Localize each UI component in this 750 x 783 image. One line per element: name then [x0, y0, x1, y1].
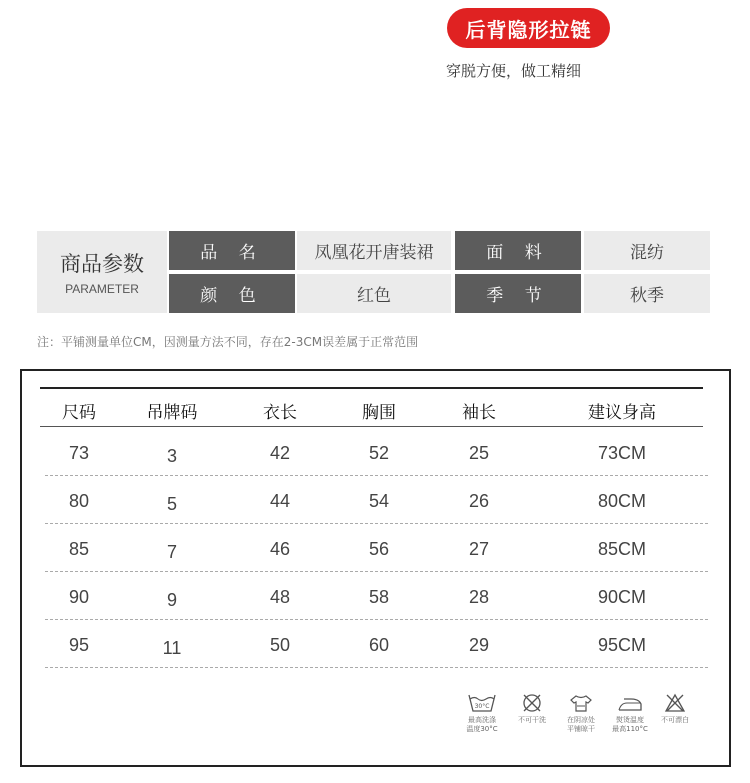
row-divider [45, 619, 708, 620]
no-bleach-icon [663, 692, 687, 714]
table-top-rule [40, 387, 703, 389]
table-cell: 28 [468, 587, 490, 607]
param-key-name: 品 名 [169, 231, 295, 270]
table-cell: 50 [269, 635, 291, 655]
table-cell: 95 [68, 635, 90, 655]
table-cell: 73CM [597, 443, 646, 463]
header-sleeve: 袖长 [462, 403, 496, 423]
table-cell: 7 [166, 542, 177, 562]
table-cell: 80CM [597, 491, 646, 511]
table-cell: 44 [269, 491, 291, 511]
table-cell: 85 [68, 539, 90, 559]
param-value-season: 秋季 [584, 274, 710, 313]
care-wash [458, 692, 506, 734]
table-cell: 90CM [597, 587, 646, 607]
table-cell: 58 [368, 587, 390, 607]
table-header-rule [40, 426, 703, 427]
table-cell: 80 [68, 491, 90, 511]
header-length: 衣长 [263, 403, 297, 423]
table-cell: 46 [269, 539, 291, 559]
table-cell: 26 [468, 491, 490, 511]
table-cell: 29 [468, 635, 490, 655]
header-chest: 胸围 [362, 403, 396, 423]
care-iron [606, 692, 654, 734]
row-divider [45, 667, 708, 668]
table-cell: 42 [269, 443, 291, 463]
measurement-note: 注：平铺测量单位CM，因测量方法不同，存在2-3CM误差属于正常范围 [37, 335, 419, 349]
row-divider [45, 523, 708, 524]
table-cell: 60 [368, 635, 390, 655]
param-key-fabric: 面 料 [455, 231, 581, 270]
parameter-heading [37, 231, 167, 313]
table-cell: 48 [269, 587, 291, 607]
table-cell: 90 [68, 587, 90, 607]
param-value-color: 红色 [297, 274, 451, 313]
care-flat-dry-label: 在阴凉处 平铺晾干 [567, 716, 595, 733]
feature-subtitle: 穿脱方便，做工精细 [446, 62, 582, 80]
flat-dry-shade-icon [568, 692, 594, 714]
parameter-title-en: PARAMETER [65, 282, 139, 296]
table-cell: 11 [162, 638, 182, 658]
table-cell: 56 [368, 539, 390, 559]
care-no-dry-clean [508, 692, 556, 725]
parameter-title-cn: 商品参数 [60, 252, 144, 276]
care-flat-dry [557, 692, 605, 734]
table-cell: 27 [468, 539, 490, 559]
header-tag-size: 吊牌码 [146, 403, 198, 423]
row-divider [45, 571, 708, 572]
care-wash-label: 最高洗涤 温度30°C [466, 716, 498, 733]
care-no-dry-clean-label: 不可干洗 [518, 716, 546, 724]
table-cell: 5 [166, 494, 177, 514]
table-cell: 25 [468, 443, 490, 463]
param-key-color: 颜 色 [169, 274, 295, 313]
wash-30-icon [467, 692, 497, 714]
care-iron-label: 熨烫温度 最高110°C [612, 716, 648, 733]
care-no-bleach [651, 692, 699, 725]
svg-text:30°C: 30°C [474, 703, 490, 710]
table-cell: 52 [368, 443, 390, 463]
care-no-bleach-label: 不可漂白 [661, 716, 689, 724]
param-value-name: 凤凰花开唐装裙 [297, 231, 451, 270]
param-key-season: 季 节 [455, 274, 581, 313]
table-cell: 9 [166, 590, 177, 610]
table-cell: 95CM [597, 635, 646, 655]
header-height: 建议身高 [588, 403, 656, 423]
row-divider [45, 475, 708, 476]
feature-badge: 后背隐形拉链 [447, 8, 610, 48]
no-dry-clean-icon [520, 692, 544, 714]
iron-110-icon [615, 692, 645, 714]
table-cell: 73 [68, 443, 90, 463]
param-value-fabric: 混纺 [584, 231, 710, 270]
table-cell: 85CM [597, 539, 646, 559]
header-size: 尺码 [62, 403, 96, 423]
table-cell: 3 [166, 446, 177, 466]
table-cell: 54 [368, 491, 390, 511]
